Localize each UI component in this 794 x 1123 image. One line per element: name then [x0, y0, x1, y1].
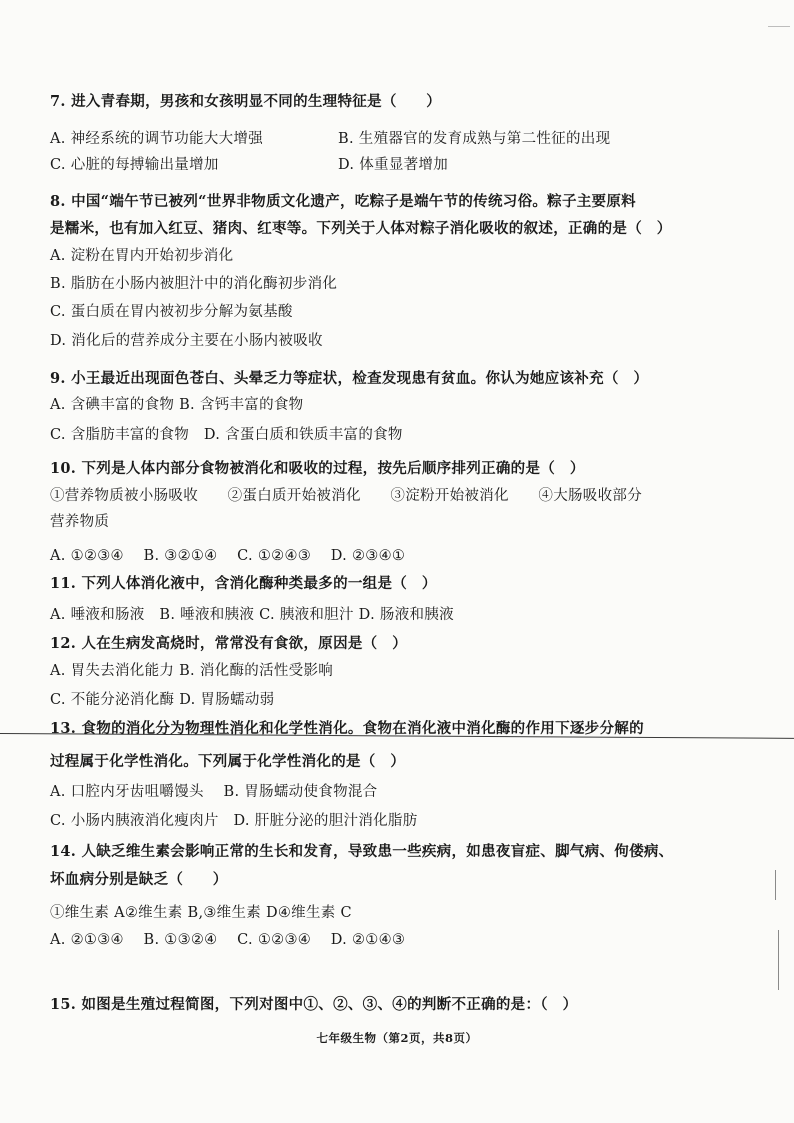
- question-8-option-b: B. 脂肪在小肠内被胆汁中的消化酶初步消化: [50, 276, 338, 292]
- page-footer: 七年级生物（第2页，共8页）: [316, 1031, 478, 1045]
- question-15-stem: 15. 如图是生殖过程简图，下列对图中①、②、③、④的判断不正确的是：（ ）: [50, 996, 578, 1013]
- question-8-stem-line2: 是糯米，也有加入红豆、猪肉、红枣等。下列关于人体对粽子消化吸收的叙述，正确的是（ ）: [50, 220, 672, 237]
- question-13-options-cd: C. 小肠内胰液消化瘦肉片 D. 肝脏分泌的胆汁消化脂肪: [50, 813, 418, 829]
- question-10-items-line1: ①营养物质被小肠吸收 ②蛋白质开始被消化 ③淀粉开始被消化 ④大肠吸收部分: [50, 488, 642, 504]
- question-12-options-cd: C. 不能分泌消化酶 D. 胃肠蠕动弱: [50, 692, 275, 708]
- question-9-stem: 9. 小王最近出现面色苍白、头晕乏力等症状，检查发现患有贫血。你认为她应该补充（ ）: [50, 370, 649, 387]
- question-10-items-line2: 营养物质: [50, 514, 110, 530]
- question-13-stem-line1: 13. 食物的消化分为物理性消化和化学性消化。食物在消化液中消化酶的作用下逐步分解的: [50, 720, 644, 737]
- question-13-options-ab: A. 口腔内牙齿咀嚼馒头 B. 胃肠蠕动使食物混合: [50, 784, 378, 800]
- question-10-stem: 10. 下列是人体内部分食物被消化和吸收的过程，按先后顺序排列正确的是（ ）: [50, 460, 585, 477]
- question-9-options-ab: A. 含碘丰富的食物 B. 含钙丰富的食物: [50, 397, 304, 413]
- question-7-options-cd: [50, 155, 449, 175]
- question-9-options-cd: C. 含脂肪丰富的食物 D. 含蛋白质和铁质丰富的食物: [50, 427, 403, 443]
- question-7-option-c: C. 心脏的每搏输出量增加: [50, 157, 219, 173]
- question-8-option-c: C. 蛋白质在胃内被初步分解为氨基酸: [50, 304, 293, 320]
- scan-mark-right-edge-lower: [778, 930, 779, 990]
- question-7-options-ab: [50, 129, 611, 149]
- question-14-stem-line1: 14. 人缺乏维生素会影响正常的生长和发育，导致患一些疾病，如患夜盲症、脚气病、佝偻病、: [50, 843, 674, 860]
- question-7-option-a: A. 神经系统的调节功能大大增强: [50, 131, 263, 147]
- question-13-stem-line2: 过程属于化学性消化。下列属于化学性消化的是（ ）: [50, 753, 406, 770]
- question-7-option-b: B. 生殖器官的发育成熟与第二性征的出现: [338, 131, 611, 147]
- question-12-stem: 12. 人在生病发高烧时，常常没有食欲，原因是（ ）: [50, 635, 408, 652]
- question-14-items: ①维生素 A②维生素 B,③维生素 D④维生素 C: [50, 905, 352, 921]
- question-12-options-ab: A. 胃失去消化能力 B. 消化酶的活性受影响: [50, 663, 334, 679]
- question-8-stem-line1: 8. 中国“端午节已被列“世界非物质文化遗产，吃粽子是端午节的传统习俗。粽子主要原料: [50, 193, 636, 210]
- question-11-stem: 11. 下列人体消化液中，含消化酶种类最多的一组是（ ）: [50, 575, 437, 592]
- scan-mark-top-right: [768, 26, 790, 27]
- question-10-options: A. ①②③④ B. ③②①④ C. ①②④③ D. ②③④①: [50, 548, 406, 564]
- question-8-option-d: D. 消化后的营养成分主要在小肠内被吸收: [50, 333, 323, 349]
- question-11-options: A. 唾液和肠液 B. 唾液和胰液 C. 胰液和胆汁 D. 肠液和胰液: [50, 607, 454, 623]
- question-14-stem-line2: 坏血病分别是缺乏（ ）: [50, 871, 228, 888]
- question-7-stem: 7. 进入青春期，男孩和女孩明显不同的生理特征是（ ）: [50, 93, 442, 110]
- question-14-options: A. ②①③④ B. ①③②④ C. ①②③④ D. ②①④③: [50, 932, 406, 948]
- question-7-option-d: D. 体重显著增加: [338, 157, 449, 173]
- question-8-option-a: A. 淀粉在胃内开始初步消化: [50, 248, 234, 264]
- scan-mark-right-edge: [775, 870, 776, 900]
